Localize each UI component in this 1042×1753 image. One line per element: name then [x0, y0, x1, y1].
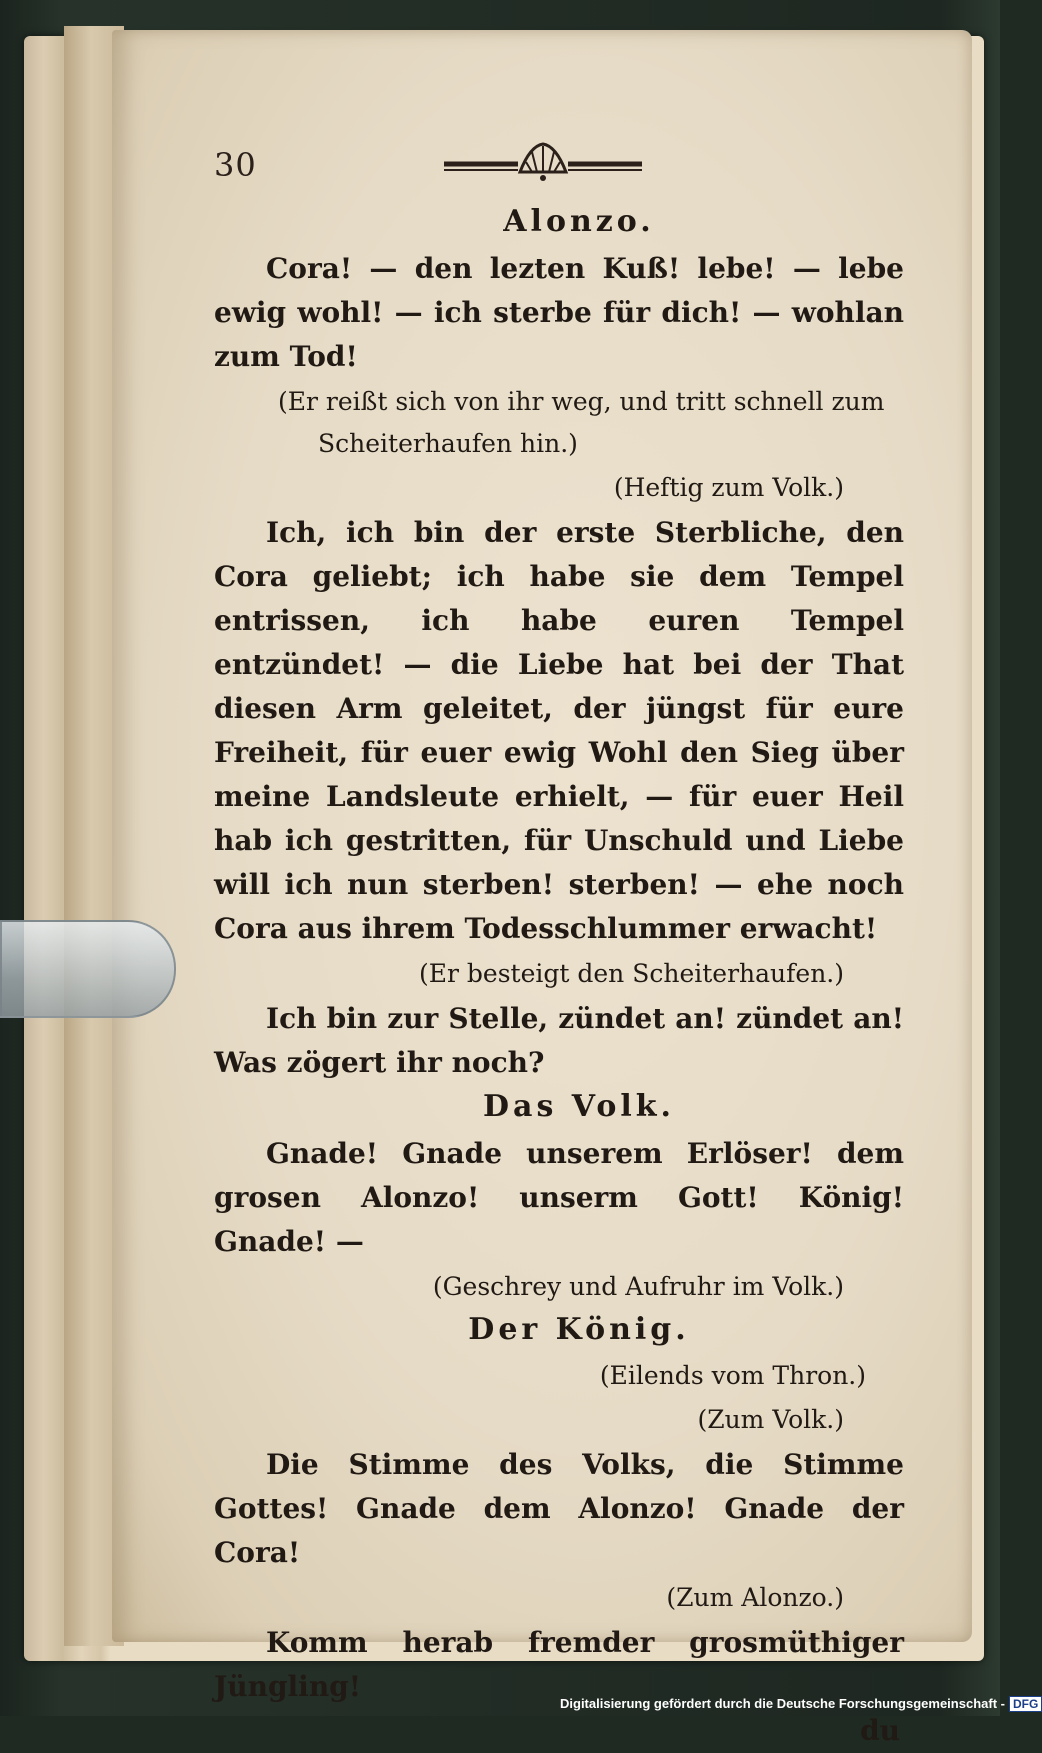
- speaker-name: Der König.: [468, 1312, 690, 1347]
- stage-direction: (Er besteigt den Scheiterhaufen.): [419, 959, 844, 988]
- catchword: du: [860, 1714, 900, 1747]
- digitization-footer: [560, 1696, 1042, 1716]
- ornament-divider: [440, 140, 646, 184]
- dialogue-paragraph: Komm herab fremder grosmüthiger Jüngling!: [214, 1626, 904, 1703]
- stage-direction: (Heftig zum Volk.): [613, 473, 844, 502]
- speaker-name: Das Volk.: [483, 1089, 675, 1124]
- stage-direction: (Er reißt sich von ihr weg, und tritt schnell zum Scheiterhaufen hin.): [278, 387, 885, 458]
- page-number: 30: [214, 146, 257, 184]
- stage-direction: (Zum Alonzo.): [666, 1583, 844, 1612]
- stage-direction: (Zum Volk.): [697, 1405, 844, 1434]
- dialogue-paragraph: Cora! — den lezten Kuß! lebe! — lebe ewig wohl! — ich sterbe für dich! — wohlan zum Tod!: [214, 252, 904, 373]
- dialogue-paragraph: Gnade! Gnade unserem Erlöser! dem grosen Alonzo! unserm Gott! König! Gnade! —: [214, 1137, 904, 1258]
- page-clip: [0, 920, 176, 1018]
- dfg-logo: DFG: [1009, 1696, 1042, 1712]
- page-text: [214, 200, 904, 1753]
- dialogue-paragraph: Ich bin zur Stelle, zündet an! zündet an! Was zögert ihr noch?: [214, 1002, 904, 1079]
- dialogue-paragraph: Ich, ich bin der erste Sterbliche, den Cora geliebt; ich habe sie dem Tempel entrissen, ich habe euren Tempel entzündet! — die Liebe hat bei der That diesen Arm geleitet, der jüngst für eure Freiheit, für euer ewig Wohl den Sieg über meine Landsleute erhielt, — für euer Heil hab ich gestritten, für Unschuld und Liebe will ich nun sterben! sterben! — ehe noch Cora aus ihrem Todesschlummer erwacht!: [214, 516, 904, 945]
- speaker-name: Alonzo.: [503, 204, 655, 239]
- dialogue-paragraph: Die Stimme des Volks, die Stimme Gottes! Gnade dem Alonzo! Gnade der Cora!: [214, 1448, 904, 1569]
- stage-direction: (Eilends vom Thron.): [599, 1361, 866, 1390]
- footer-text: Digitalisierung gefördert durch die Deutsche Forschungsgemeinschaft -: [560, 1696, 1005, 1711]
- stage-direction: (Geschrey und Aufruhr im Volk.): [432, 1272, 844, 1301]
